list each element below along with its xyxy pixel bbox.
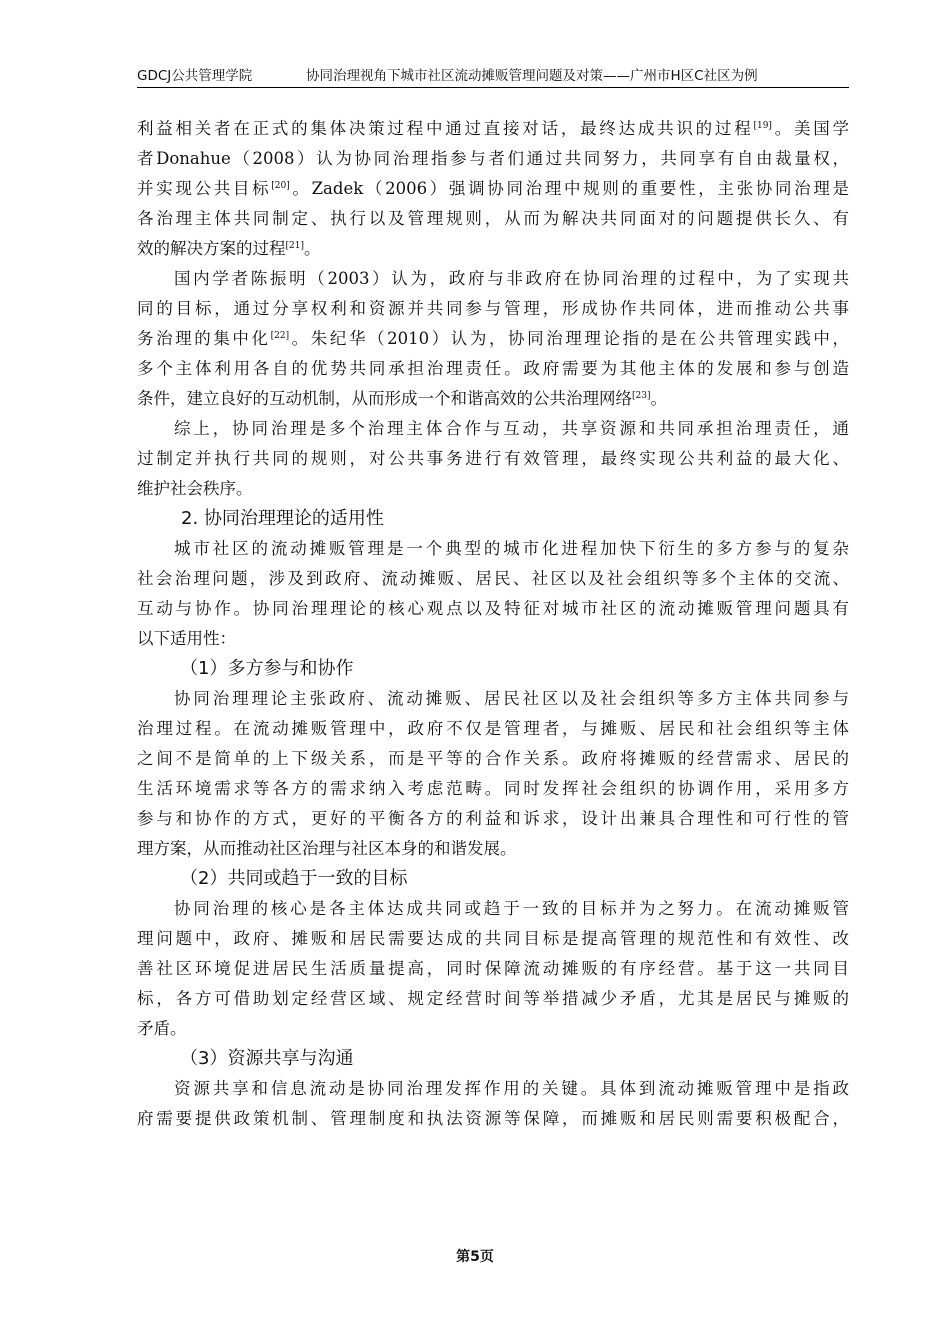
citation-ref: [23] xyxy=(632,391,651,401)
text-line: 多个主体利用各自的优势共同承担治理责任。政府需要为其他主体的发展和参与创造 xyxy=(137,359,849,378)
text-run: 。美国学 xyxy=(771,119,850,138)
text-line: 国内学者陈振明（2003）认为，政府与非政府在协同治理的过程中，为了实现共 xyxy=(174,269,849,288)
text-line: 综上，协同治理是多个治理主体合作与互动，共享资源和共同承担治理责任，通 xyxy=(174,419,849,438)
text-line: 资源共享和信息流动是协同治理发挥作用的关键。具体到流动摊贩管理中是指政 xyxy=(174,1079,849,1098)
text-line: 治理过程。在流动摊贩管理中，政府不仅是管理者，与摊贩、居民和社会组织等主体 xyxy=(137,719,849,738)
citation-ref: [21] xyxy=(285,241,304,251)
text-line: 生活环境需求等各方的需求纳入考虑范畴。同时发挥社会组织的协调作用，采用多方 xyxy=(137,779,849,798)
section-heading: 2. 协同治理理论的适用性 xyxy=(181,508,384,529)
text-line xyxy=(137,114,849,144)
text-line xyxy=(137,324,849,354)
citation-ref: [20] xyxy=(271,181,290,191)
citation-ref: [19] xyxy=(753,121,772,131)
text-line: 者Donahue（2008）认为协同治理指参与者们通过共同努力，共同享有自由裁量权， xyxy=(137,149,849,168)
text-line xyxy=(137,234,849,264)
text-run: 务治理的集中化 xyxy=(137,329,271,348)
text-line: 善社区环境促进居民生活质量提高，同时保障流动摊贩的有序经营。基于这一共同目 xyxy=(137,959,849,978)
text-run: 效的解决方案的过程 xyxy=(137,239,286,258)
text-line: 城市社区的流动摊贩管理是一个典型的城市化进程加快下衍生的多方参与的复杂 xyxy=(174,539,849,558)
citation-ref: [22] xyxy=(270,331,290,341)
text-line: 协同治理的核心是各主体达成共同或趋于一致的目标并为之努力。在流动摊贩管 xyxy=(174,899,849,918)
text-line: 标，各方可借助划定经营区域、规定经营时间等举措减少矛盾，尤其是居民与摊贩的 xyxy=(137,989,849,1008)
text-line: 理问题中，政府、摊贩和居民需要达成的共同目标是提高管理的规范性和有效性、改 xyxy=(137,929,849,948)
subsection-heading: （3）资源共享与沟通 xyxy=(180,1048,354,1069)
text-line: 协同治理理论主张政府、流动摊贩、居民社区以及社会组织等多方主体共同参与 xyxy=(174,689,849,708)
text-run: 。 xyxy=(303,239,321,258)
text-line: 之间不是简单的上下级关系，而是平等的合作关系。政府将摊贩的经营需求、居民的 xyxy=(137,749,849,768)
text-line: 参与和协作的方式，更好的平衡各方的利益和诉求，设计出兼具合理性和可行性的管 xyxy=(137,809,849,828)
text-line: 府需要提供政策机制、管理制度和执法资源等保障，而摊贩和居民则需要积极配合， xyxy=(137,1109,849,1128)
subsection-heading: （1）多方参与和协作 xyxy=(180,658,354,679)
page-number: 第5页 xyxy=(456,1249,494,1265)
text-line: 互动与协作。协同治理理论的核心观点以及特征对城市社区的流动摊贩管理问题具有 xyxy=(137,599,849,618)
subsection-heading: （2）共同或趋于一致的目标 xyxy=(180,868,408,889)
text-run: 。朱纪华（2010）认为，协同治理理论指的是在公共管理实践中， xyxy=(289,329,849,348)
text-line: 各治理主体共同制定、执行以及管理规则，从而为解决共同面对的问题提供长久、有 xyxy=(137,209,849,228)
text-line xyxy=(137,384,849,414)
text-run: 利益相关者在正式的集体决策过程中通过直接对话，最终达成共识的过程 xyxy=(137,119,754,138)
text-line: 社会治理问题，涉及到政府、流动摊贩、居民、社区以及社会组织等多个主体的交流、 xyxy=(137,569,849,588)
text-run: 条件，建立良好的互动机制，从而形成一个和谐高效的公共治理网络 xyxy=(137,389,632,408)
header-institution: GDCJ公共管理学院 xyxy=(137,68,253,84)
text-run: 。Zadek（2006）强调协同治理中规则的重要性，主张协同治理是 xyxy=(289,179,849,198)
text-run: 。 xyxy=(650,389,667,408)
text-line: 理方案，从而推动社区治理与社区本身的和谐发展。 xyxy=(137,839,517,858)
text-run: 并实现公共目标 xyxy=(137,179,272,198)
page-header xyxy=(137,67,849,88)
text-line: 以下适用性： xyxy=(137,629,236,648)
text-line: 矛盾。 xyxy=(137,1019,187,1038)
text-line: 过制定并执行共同的规则，对公共事务进行有效管理，最终实现公共利益的最大化、 xyxy=(137,449,849,468)
body-text xyxy=(137,114,849,1134)
text-line xyxy=(137,174,849,204)
text-line: 同的目标，通过分享权利和资源并共同参与管理，形成协作共同体，进而推动公共事 xyxy=(137,299,849,318)
text-line: 维护社会秩序。 xyxy=(137,479,253,498)
header-paper-title: 协同治理视角下城市社区流动摊贩管理问题及对策——广州市H区C社区为例 xyxy=(306,68,758,84)
